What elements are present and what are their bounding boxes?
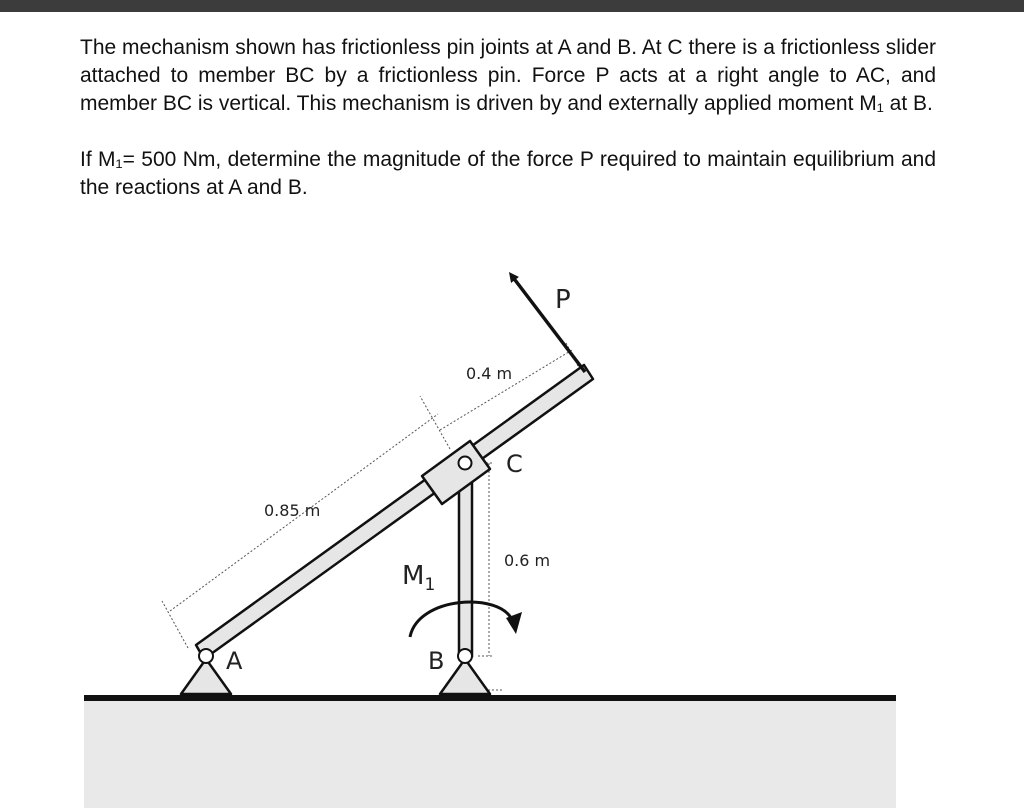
problem-paragraph-1: The mechanism shown has frictionless pin joints at A and B. At C there is a frictionless slider attached to member BC by a frictionless pin. Force P acts at a right angle to AC, and member BC is vertical. This mechanism is driven by and externally applied moment M₁ at B. bbox=[80, 36, 936, 115]
dimension-label-b-to-c: 0.6 m bbox=[504, 551, 551, 570]
pin-a bbox=[199, 649, 213, 663]
moment-m1-label bbox=[402, 561, 435, 595]
pin-a-label: A bbox=[226, 647, 243, 675]
dimension-label-c-to-end: 0.4 m bbox=[466, 364, 513, 383]
dimension-label-a-to-c: 0.85 m bbox=[264, 501, 321, 520]
dimension-a-to-c bbox=[162, 396, 450, 648]
dimension-b-to-c bbox=[476, 463, 504, 690]
pin-c bbox=[459, 457, 472, 470]
pin-b bbox=[458, 649, 472, 663]
support-a bbox=[181, 659, 231, 694]
slider-c-label: C bbox=[506, 450, 523, 478]
moment-m1-subscript: 1 bbox=[424, 575, 436, 595]
problem-paragraph-2: If M₁= 500 Nm, determine the magnitude of the force P required to maintain equilibrium and the reactions at A and B. bbox=[80, 148, 936, 199]
pin-b-label: B bbox=[428, 647, 445, 675]
force-p-label: P bbox=[555, 285, 571, 315]
support-b bbox=[440, 659, 490, 694]
member-ac bbox=[196, 365, 593, 659]
moment-m1-main: M bbox=[402, 561, 425, 591]
ground-block bbox=[84, 698, 896, 808]
force-p-arrow bbox=[512, 276, 585, 372]
